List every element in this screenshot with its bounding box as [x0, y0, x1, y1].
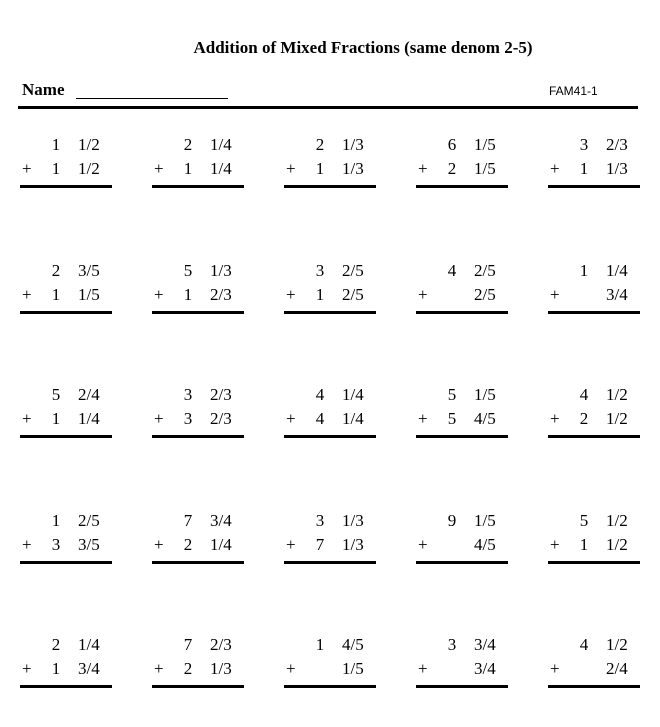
- bottom-whole: 5: [447, 409, 457, 428]
- bottom-fraction: 2/4: [606, 659, 628, 678]
- top-addend: [152, 635, 244, 657]
- top-whole: 6: [447, 135, 457, 154]
- top-fraction: 1/4: [342, 385, 364, 404]
- bottom-addend: [284, 159, 376, 181]
- bottom-fraction: 2/5: [342, 285, 364, 304]
- bottom-addend: [20, 659, 112, 681]
- top-whole: 1: [51, 511, 61, 530]
- plus-sign: +: [22, 285, 32, 304]
- top-addend: [548, 511, 640, 533]
- problem-1-3: [284, 135, 376, 195]
- answer-line[interactable]: [284, 435, 376, 438]
- top-whole: 2: [183, 135, 193, 154]
- top-addend: [20, 135, 112, 157]
- top-whole: 1: [315, 635, 325, 654]
- top-addend: [416, 385, 508, 407]
- top-whole: 1: [51, 135, 61, 154]
- problem-1-2: [152, 135, 244, 195]
- bottom-fraction: 1/2: [78, 159, 100, 178]
- top-fraction: 3/5: [78, 261, 100, 280]
- top-addend: [416, 135, 508, 157]
- answer-line[interactable]: [284, 185, 376, 188]
- top-fraction: 1/5: [474, 511, 496, 530]
- problem-3-4: [416, 385, 508, 445]
- plus-sign: +: [154, 409, 164, 428]
- top-whole: 3: [315, 261, 325, 280]
- top-fraction: 1/4: [210, 135, 232, 154]
- top-fraction: 2/4: [78, 385, 100, 404]
- answer-line[interactable]: [152, 685, 244, 688]
- bottom-addend: [416, 285, 508, 307]
- top-addend: [548, 135, 640, 157]
- bottom-addend: [284, 409, 376, 431]
- answer-line[interactable]: [20, 185, 112, 188]
- bottom-whole: 1: [51, 659, 61, 678]
- problem-4-4: [416, 511, 508, 571]
- top-addend: [152, 511, 244, 533]
- bottom-addend: [416, 159, 508, 181]
- bottom-fraction: 1/5: [474, 159, 496, 178]
- top-fraction: 1/3: [342, 135, 364, 154]
- bottom-addend: [548, 535, 640, 557]
- problem-3-3: [284, 385, 376, 445]
- answer-line[interactable]: [284, 685, 376, 688]
- bottom-whole: 4: [315, 409, 325, 428]
- bottom-addend: [548, 409, 640, 431]
- plus-sign: +: [550, 159, 560, 178]
- bottom-whole: 2: [183, 535, 193, 554]
- problem-5-5: [548, 635, 640, 695]
- answer-line[interactable]: [416, 561, 508, 564]
- bottom-fraction: 1/2: [606, 409, 628, 428]
- bottom-whole: 1: [579, 159, 589, 178]
- plus-sign: +: [286, 659, 296, 678]
- name-label: Name: [22, 80, 65, 99]
- top-whole: 1: [579, 261, 589, 280]
- bottom-addend: [20, 535, 112, 557]
- answer-line[interactable]: [548, 561, 640, 564]
- bottom-fraction: 2/5: [474, 285, 496, 304]
- top-whole: 4: [447, 261, 457, 280]
- plus-sign: +: [418, 409, 428, 428]
- top-fraction: 2/5: [342, 261, 364, 280]
- bottom-fraction: 2/3: [210, 409, 232, 428]
- bottom-fraction: 1/3: [342, 535, 364, 554]
- problem-2-4: [416, 261, 508, 321]
- bottom-whole: 1: [51, 409, 61, 428]
- top-fraction: 1/5: [474, 385, 496, 404]
- name-blank-line[interactable]: [76, 98, 228, 99]
- bottom-fraction: 3/5: [78, 535, 100, 554]
- bottom-addend: [152, 159, 244, 181]
- bottom-fraction: 2/3: [210, 285, 232, 304]
- answer-line[interactable]: [20, 685, 112, 688]
- problem-1-1: [20, 135, 112, 195]
- worksheet-code: FAM41-1: [549, 84, 598, 98]
- bottom-whole: 1: [579, 535, 589, 554]
- top-addend: [284, 135, 376, 157]
- problem-2-3: [284, 261, 376, 321]
- bottom-fraction: 1/4: [78, 409, 100, 428]
- bottom-addend: [152, 409, 244, 431]
- bottom-addend: [548, 159, 640, 181]
- top-whole: 5: [447, 385, 457, 404]
- top-fraction: 1/4: [78, 635, 100, 654]
- top-fraction: 2/3: [210, 635, 232, 654]
- answer-line[interactable]: [416, 185, 508, 188]
- top-addend: [416, 511, 508, 533]
- bottom-whole: 1: [315, 285, 325, 304]
- top-fraction: 1/3: [342, 511, 364, 530]
- top-whole: 3: [447, 635, 457, 654]
- bottom-addend: [20, 409, 112, 431]
- top-addend: [20, 635, 112, 657]
- top-fraction: 3/4: [474, 635, 496, 654]
- plus-sign: +: [286, 285, 296, 304]
- top-addend: [548, 385, 640, 407]
- plus-sign: +: [154, 159, 164, 178]
- problem-4-5: [548, 511, 640, 571]
- bottom-addend: [416, 659, 508, 681]
- bottom-fraction: 1/5: [342, 659, 364, 678]
- bottom-whole: 1: [51, 285, 61, 304]
- problem-2-2: [152, 261, 244, 321]
- plus-sign: +: [550, 285, 560, 304]
- plus-sign: +: [154, 535, 164, 554]
- top-addend: [20, 261, 112, 283]
- top-fraction: 1/4: [606, 261, 628, 280]
- bottom-addend: [20, 159, 112, 181]
- plus-sign: +: [154, 285, 164, 304]
- top-whole: 5: [183, 261, 193, 280]
- top-fraction: 1/2: [78, 135, 100, 154]
- answer-line[interactable]: [152, 311, 244, 314]
- top-addend: [284, 261, 376, 283]
- top-addend: [284, 511, 376, 533]
- problem-5-2: [152, 635, 244, 695]
- plus-sign: +: [286, 409, 296, 428]
- plus-sign: +: [550, 659, 560, 678]
- plus-sign: +: [22, 535, 32, 554]
- answer-line[interactable]: [548, 311, 640, 314]
- top-fraction: 2/3: [210, 385, 232, 404]
- problem-5-3: [284, 635, 376, 695]
- top-addend: [152, 135, 244, 157]
- bottom-addend: [152, 535, 244, 557]
- plus-sign: +: [286, 159, 296, 178]
- bottom-whole: 2: [579, 409, 589, 428]
- top-addend: [152, 261, 244, 283]
- top-addend: [152, 385, 244, 407]
- plus-sign: +: [418, 285, 428, 304]
- bottom-addend: [548, 285, 640, 307]
- top-whole: 2: [315, 135, 325, 154]
- top-addend: [20, 511, 112, 533]
- top-fraction: 1/2: [606, 385, 628, 404]
- problem-5-4: [416, 635, 508, 695]
- plus-sign: +: [418, 659, 428, 678]
- bottom-addend: [152, 659, 244, 681]
- bottom-fraction: 1/3: [606, 159, 628, 178]
- answer-line[interactable]: [548, 185, 640, 188]
- bottom-addend: [284, 535, 376, 557]
- answer-line[interactable]: [20, 311, 112, 314]
- plus-sign: +: [550, 409, 560, 428]
- problem-5-1: [20, 635, 112, 695]
- top-whole: 5: [579, 511, 589, 530]
- bottom-fraction: 1/4: [210, 535, 232, 554]
- header-rule: [18, 106, 638, 109]
- answer-line[interactable]: [416, 435, 508, 438]
- plus-sign: +: [418, 159, 428, 178]
- bottom-whole: 1: [51, 159, 61, 178]
- problem-2-1: [20, 261, 112, 321]
- bottom-whole: 1: [183, 285, 193, 304]
- answer-line[interactable]: [20, 561, 112, 564]
- top-fraction: 1/3: [210, 261, 232, 280]
- bottom-whole: 2: [183, 659, 193, 678]
- plus-sign: +: [22, 159, 32, 178]
- answer-line[interactable]: [152, 561, 244, 564]
- bottom-fraction: 4/5: [474, 409, 496, 428]
- bottom-whole: 1: [183, 159, 193, 178]
- answer-line[interactable]: [284, 311, 376, 314]
- plus-sign: +: [418, 535, 428, 554]
- top-addend: [548, 261, 640, 283]
- top-whole: 3: [183, 385, 193, 404]
- top-addend: [20, 385, 112, 407]
- bottom-addend: [152, 285, 244, 307]
- answer-line[interactable]: [20, 435, 112, 438]
- top-fraction: 2/5: [78, 511, 100, 530]
- bottom-addend: [548, 659, 640, 681]
- bottom-fraction: 1/3: [342, 159, 364, 178]
- top-whole: 3: [315, 511, 325, 530]
- top-fraction: 1/2: [606, 635, 628, 654]
- bottom-fraction: 1/2: [606, 535, 628, 554]
- plus-sign: +: [22, 409, 32, 428]
- answer-line[interactable]: [548, 435, 640, 438]
- bottom-whole: 2: [447, 159, 457, 178]
- top-whole: 4: [579, 635, 589, 654]
- bottom-addend: [416, 409, 508, 431]
- worksheet-title: [0, 38, 660, 58]
- answer-line[interactable]: [152, 185, 244, 188]
- top-whole: 2: [51, 635, 61, 654]
- top-addend: [284, 635, 376, 657]
- problem-1-4: [416, 135, 508, 195]
- problem-4-3: [284, 511, 376, 571]
- bottom-addend: [284, 659, 376, 681]
- bottom-fraction: 3/4: [474, 659, 496, 678]
- bottom-fraction: 1/3: [210, 659, 232, 678]
- worksheet-title-text: Addition of Mixed Fractions (same denom 2-5): [193, 38, 533, 57]
- problem-3-5: [548, 385, 640, 445]
- bottom-whole: 3: [51, 535, 61, 554]
- top-whole: 7: [183, 635, 193, 654]
- top-fraction: 2/3: [606, 135, 628, 154]
- plus-sign: +: [550, 535, 560, 554]
- top-fraction: 1/2: [606, 511, 628, 530]
- problem-3-1: [20, 385, 112, 445]
- top-addend: [416, 261, 508, 283]
- top-fraction: 2/5: [474, 261, 496, 280]
- bottom-whole: 7: [315, 535, 325, 554]
- top-addend: [416, 635, 508, 657]
- bottom-whole: 3: [183, 409, 193, 428]
- problem-3-2: [152, 385, 244, 445]
- bottom-fraction: 4/5: [474, 535, 496, 554]
- bottom-fraction: 3/4: [606, 285, 628, 304]
- problem-4-1: [20, 511, 112, 571]
- top-whole: 2: [51, 261, 61, 280]
- top-whole: 9: [447, 511, 457, 530]
- top-whole: 4: [315, 385, 325, 404]
- problem-1-5: [548, 135, 640, 195]
- problem-2-5: [548, 261, 640, 321]
- bottom-fraction: 3/4: [78, 659, 100, 678]
- bottom-addend: [20, 285, 112, 307]
- bottom-fraction: 1/4: [210, 159, 232, 178]
- top-fraction: 1/5: [474, 135, 496, 154]
- plus-sign: +: [22, 659, 32, 678]
- plus-sign: +: [286, 535, 296, 554]
- answer-line[interactable]: [416, 311, 508, 314]
- top-whole: 3: [579, 135, 589, 154]
- top-fraction: 3/4: [210, 511, 232, 530]
- top-whole: 7: [183, 511, 193, 530]
- top-fraction: 4/5: [342, 635, 364, 654]
- answer-line[interactable]: [548, 685, 640, 688]
- bottom-addend: [416, 535, 508, 557]
- top-addend: [548, 635, 640, 657]
- plus-sign: +: [154, 659, 164, 678]
- problem-4-2: [152, 511, 244, 571]
- top-whole: 4: [579, 385, 589, 404]
- answer-line[interactable]: [284, 561, 376, 564]
- top-whole: 5: [51, 385, 61, 404]
- bottom-whole: 1: [315, 159, 325, 178]
- answer-line[interactable]: [152, 435, 244, 438]
- top-addend: [284, 385, 376, 407]
- bottom-fraction: 1/4: [342, 409, 364, 428]
- bottom-addend: [284, 285, 376, 307]
- answer-line[interactable]: [416, 685, 508, 688]
- bottom-fraction: 1/5: [78, 285, 100, 304]
